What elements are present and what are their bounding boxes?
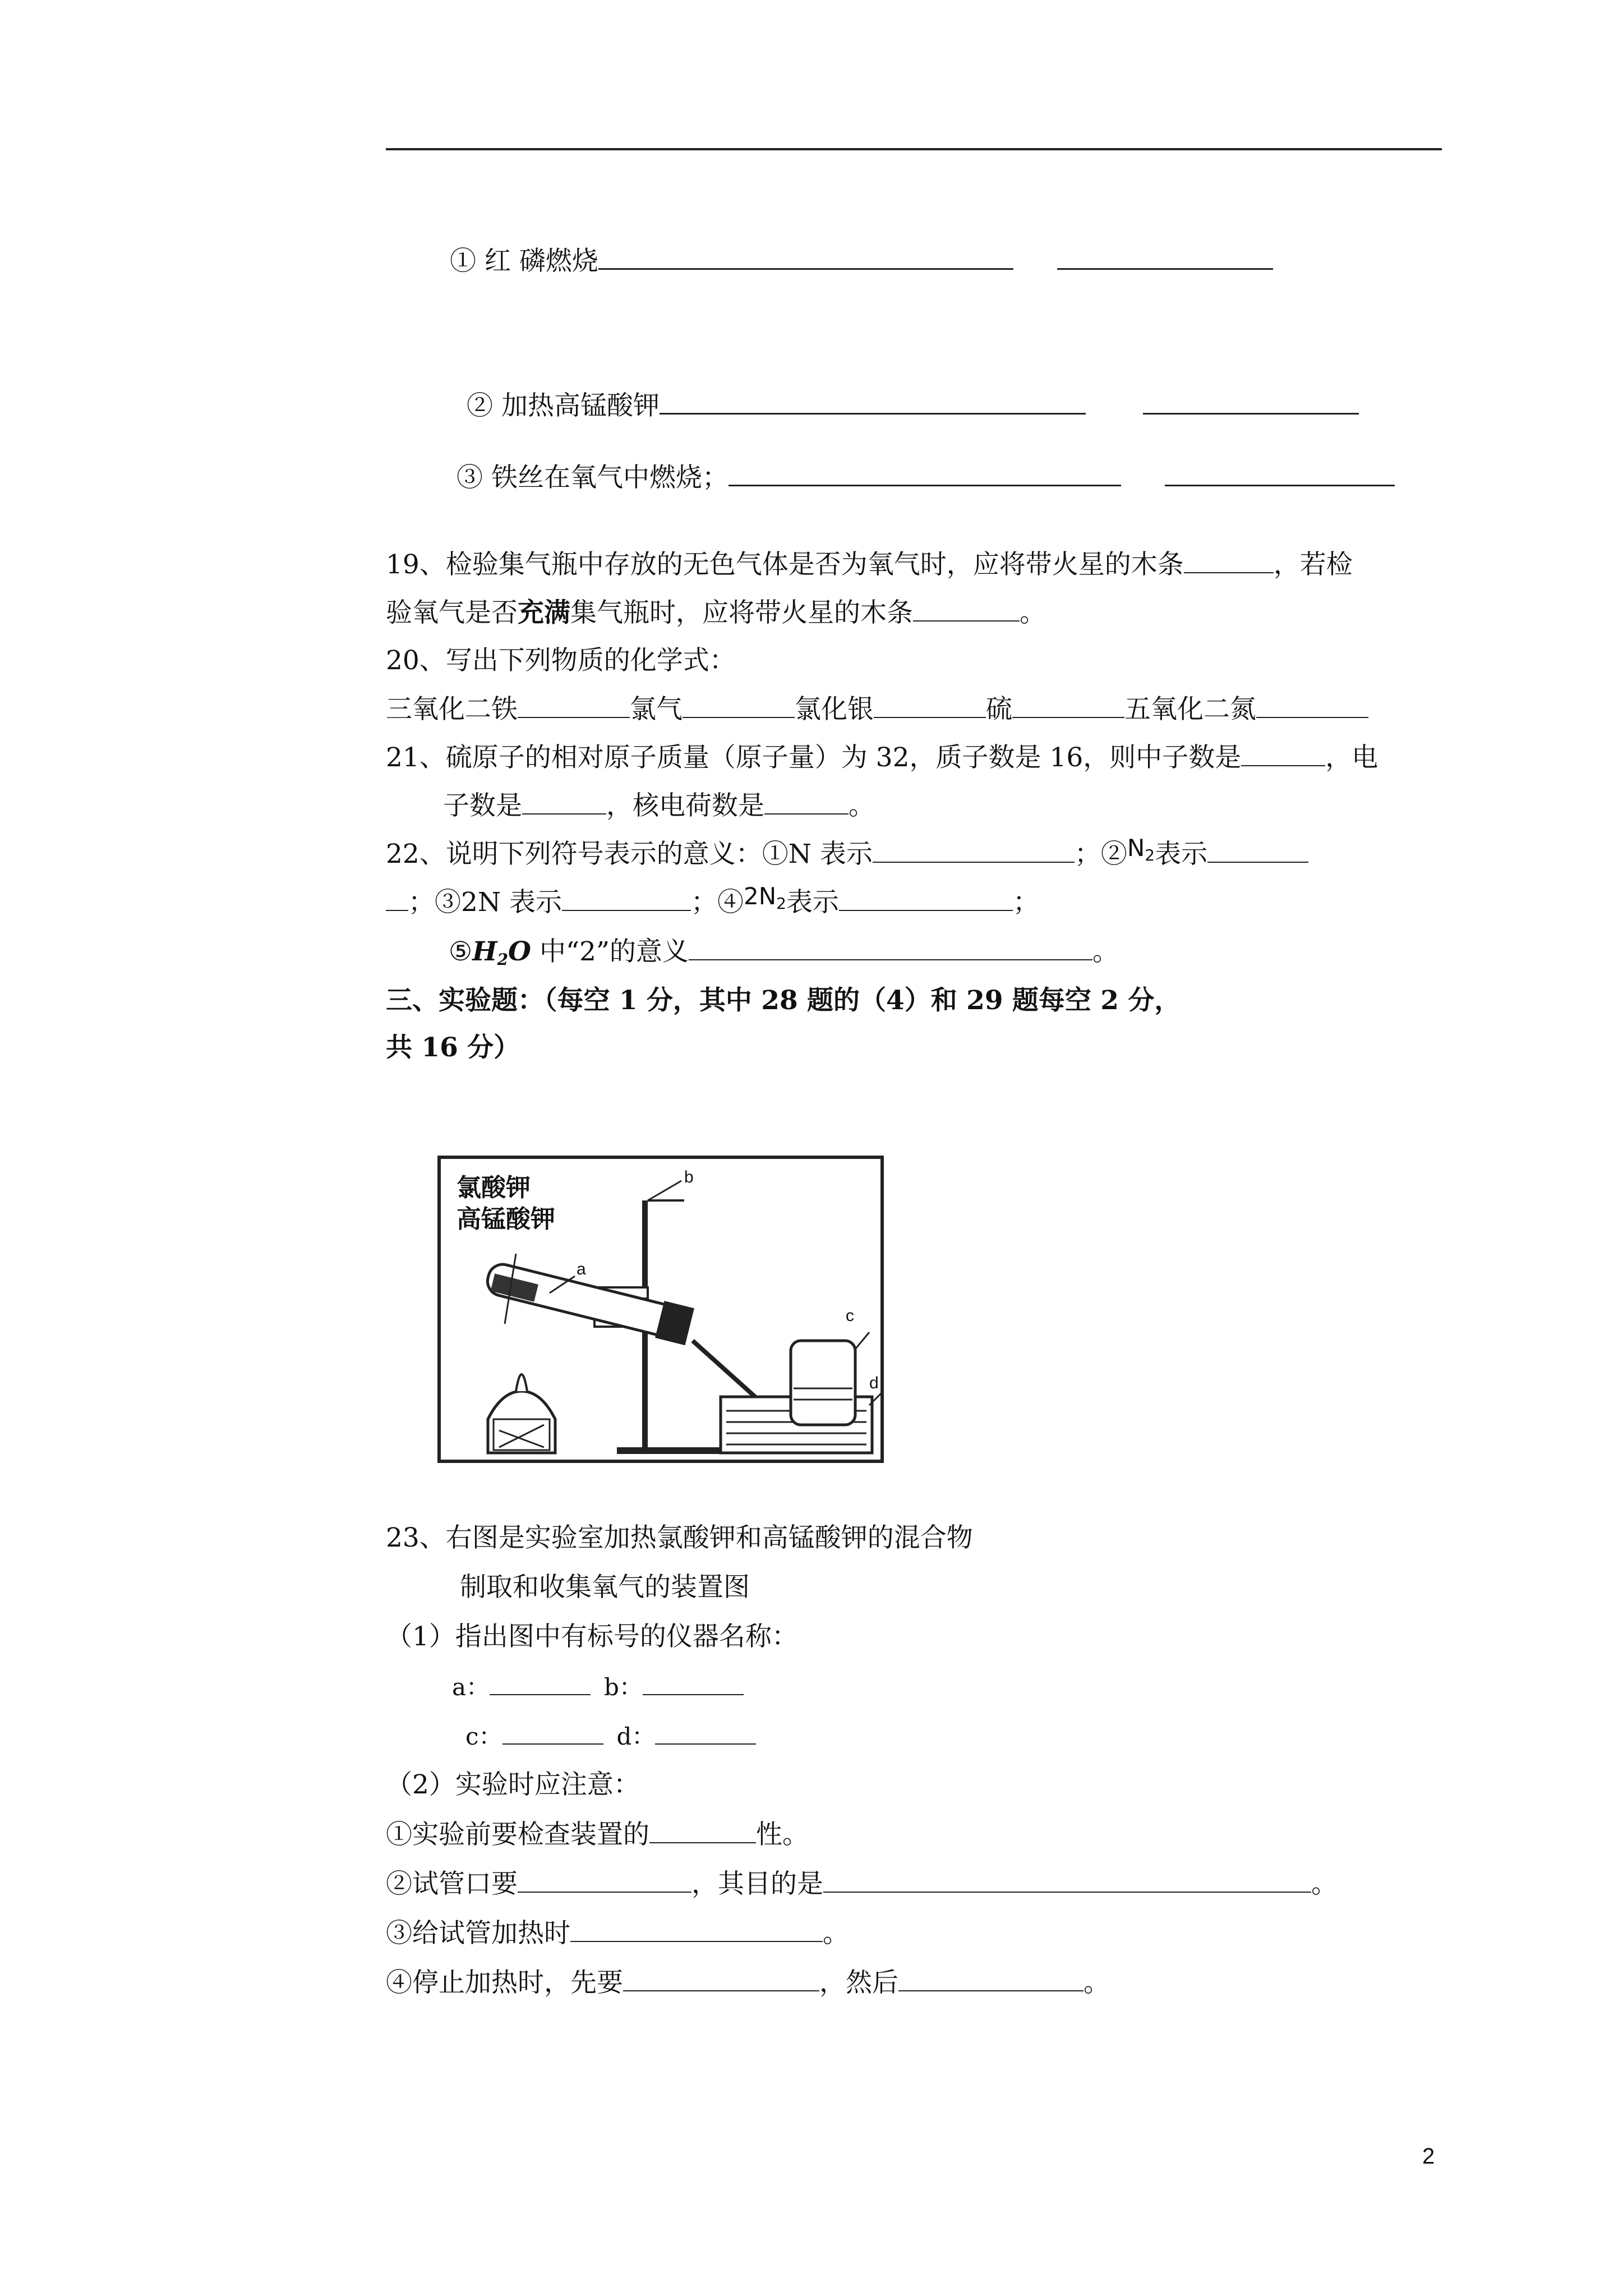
label-a: a bbox=[577, 1260, 586, 1278]
answer-blank-d[interactable] bbox=[655, 1719, 756, 1745]
answer-blank[interactable] bbox=[913, 596, 1020, 622]
answer-blank[interactable] bbox=[522, 789, 606, 815]
answer-blank[interactable] bbox=[386, 885, 408, 911]
q23-ab: a： b： bbox=[452, 1669, 744, 1704]
answer-blank[interactable] bbox=[562, 885, 691, 911]
q22-line-3: $⑤H_2O$ 中“2”的意义 。 bbox=[449, 935, 1119, 977]
header-rule bbox=[386, 148, 1442, 150]
q23-note-4: ④停止加热时，先要 ，然后 。 bbox=[386, 1966, 1110, 2000]
answer-blank[interactable] bbox=[518, 692, 630, 718]
apparatus-figure bbox=[437, 1156, 884, 1463]
q23-note-3: ③给试管加热时 。 bbox=[386, 1916, 849, 1950]
answer-blank[interactable] bbox=[1184, 547, 1274, 573]
page-number: 2 bbox=[1422, 2144, 1435, 2169]
q19-line-2: 验氧气是否充满集气瓶时，应将带火星的木条 。 bbox=[386, 596, 1046, 630]
q18-item-1 bbox=[450, 243, 1273, 278]
q22-line-2: ；③2N 表示 ；$④2N_2$表示 ； bbox=[386, 885, 1039, 927]
label-d: d bbox=[869, 1374, 879, 1392]
answer-blank[interactable] bbox=[764, 789, 849, 815]
answer-blank[interactable] bbox=[689, 935, 1092, 960]
answer-blank-b[interactable] bbox=[643, 1669, 744, 1695]
q21-line-2: 子数是 ，核电荷数是 。 bbox=[443, 789, 875, 823]
answer-blank[interactable] bbox=[874, 692, 986, 718]
label-c: c bbox=[846, 1306, 854, 1325]
answer-blank[interactable] bbox=[598, 243, 1013, 270]
q20-title: 20、写出下列物质的化学式： bbox=[386, 645, 736, 676]
q23-part-2: （2）实验时应注意： bbox=[386, 1769, 640, 1800]
q23-part-1: （1）指出图中有标号的仪器名称： bbox=[386, 1621, 798, 1652]
q23-cd: c： d： bbox=[465, 1719, 756, 1754]
symbol-H2O: $H_2O$ bbox=[472, 936, 531, 969]
answer-blank[interactable] bbox=[1165, 460, 1395, 486]
q23-note-2: ②试管口要 ，其目的是 。 bbox=[386, 1867, 1338, 1901]
label-reagent-1: 氯酸钾 bbox=[457, 1174, 531, 1202]
q23-line-1: 23、右图是实验室加热氯酸钾和高锰酸钾的混合物 bbox=[386, 1522, 973, 1553]
q20-items: 三氧化二铁 氯气 氯化银 硫 五氧化二氮 bbox=[386, 692, 1368, 726]
q22-line-1: 22、说明下列符号表示的意义：①N 表示 ；$②N_2$表示 bbox=[386, 837, 1308, 879]
stand-base bbox=[617, 1447, 735, 1454]
section-3-heading: 三、实验题：（每空 1 分，其中 28 题的（4）和 29 题每空 2 分， bbox=[386, 985, 1181, 1016]
q23-note-1: ①实验前要检查装置的 性。 bbox=[386, 1818, 809, 1852]
q18-item-3-label: ③ 铁丝在氧气中燃烧； bbox=[457, 462, 728, 493]
answer-blank[interactable] bbox=[839, 885, 1013, 911]
gas-jar bbox=[791, 1341, 855, 1425]
answer-blank[interactable] bbox=[518, 1867, 691, 1893]
answer-blank[interactable] bbox=[683, 692, 795, 718]
answer-blank[interactable] bbox=[1256, 692, 1368, 718]
answer-blank[interactable] bbox=[1241, 740, 1325, 766]
answer-blank[interactable] bbox=[1143, 388, 1359, 415]
answer-blank-c[interactable] bbox=[502, 1719, 603, 1745]
q18-item-2-label: ② 加热高锰酸钾 bbox=[467, 390, 660, 421]
answer-blank[interactable] bbox=[1012, 692, 1124, 718]
label-b: b bbox=[684, 1168, 694, 1186]
answer-blank[interactable] bbox=[728, 460, 1121, 486]
section-3-heading-cont: 共 16 分） bbox=[386, 1032, 520, 1063]
answer-blank[interactable] bbox=[570, 1916, 823, 1942]
answer-blank[interactable] bbox=[1207, 837, 1308, 863]
q19-line-1: 19、检验集气瓶中存放的无色气体是否为氧气时，应将带火星的木条 ，若检 bbox=[386, 547, 1353, 582]
symbol-N2: $N_2$ bbox=[1127, 834, 1155, 864]
q18-item-1-label: ① 红 磷燃烧 bbox=[450, 246, 598, 277]
symbol-2N2: $2N_2$ bbox=[743, 882, 786, 913]
q21-line-1: 21、硫原子的相对原子质量（原子量）为 32，质子数是 16，则中子数是 ，电 bbox=[386, 740, 1378, 775]
answer-blank-a[interactable] bbox=[490, 1669, 591, 1695]
answer-blank[interactable] bbox=[823, 1867, 1311, 1893]
q18-item-2 bbox=[467, 388, 1359, 423]
answer-blank[interactable] bbox=[873, 837, 1075, 863]
q18-item-3 bbox=[457, 460, 1395, 495]
answer-blank[interactable] bbox=[623, 1966, 819, 1991]
q23-line-2: 制取和收集氧气的装置图 bbox=[460, 1572, 750, 1603]
answer-blank[interactable] bbox=[898, 1966, 1083, 1991]
answer-blank[interactable] bbox=[649, 1818, 756, 1843]
answer-blank[interactable] bbox=[1057, 243, 1273, 270]
answer-blank[interactable] bbox=[660, 388, 1086, 415]
label-reagent-2: 高锰酸钾 bbox=[457, 1205, 555, 1234]
